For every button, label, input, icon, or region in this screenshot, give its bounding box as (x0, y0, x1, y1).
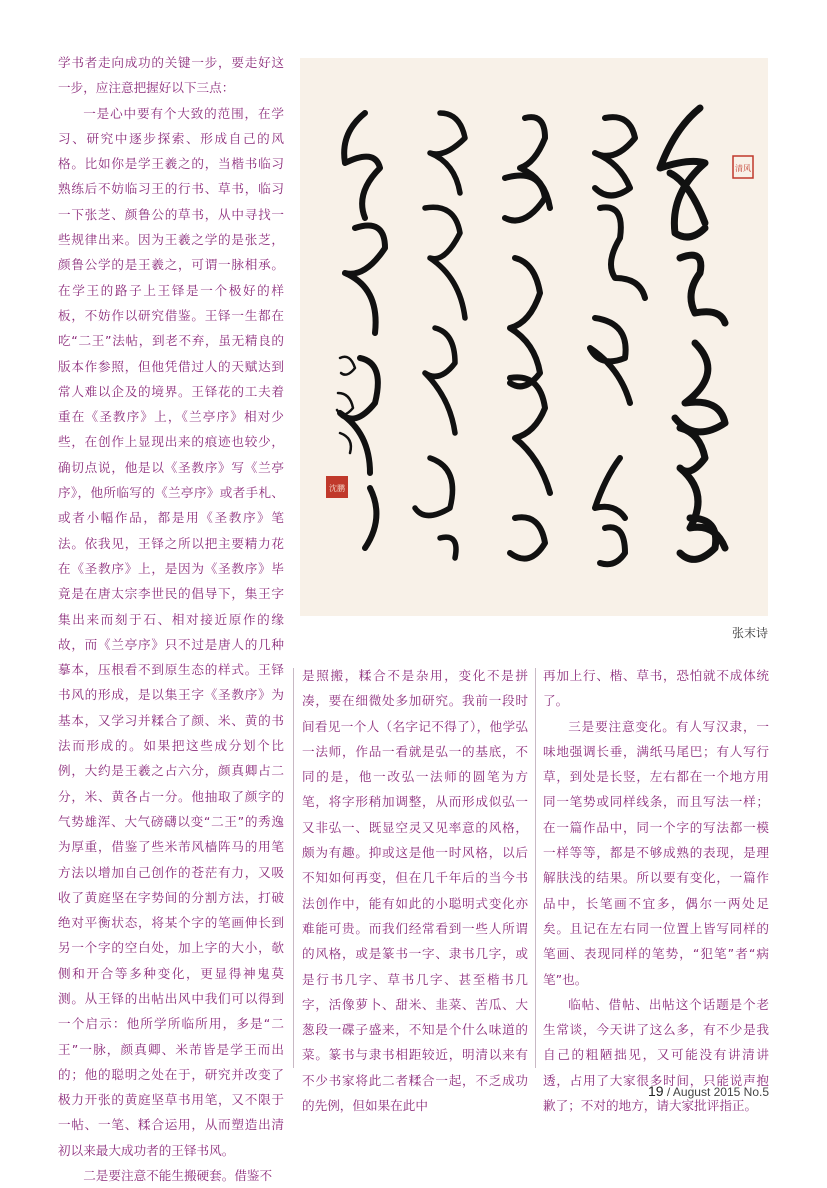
left-text-column (58, 50, 284, 1188)
calligraphy-artwork (300, 58, 768, 616)
paragraph: 一是心中要有个大致的范围，在学习、研究中逐步探索、形成自己的风格。比如你是学王羲之的，当楷书临习熟练后不妨临习王的行书、草书，临习一下张芝、颜鲁公的草书，从中寻找一些规律出来。因为王羲之学的是张芝，颜鲁公学的是王羲之，可谓一脉相承。在学王的路子上王铎是一个极好的样板，不妨作以研究借鉴。王铎一生都在吃“二王”法帖，到老不弃，虽无精良的版本作参照，但他凭借过人的天赋达到常人难以企及的境界。王铎花的工夫着重在《圣教序》上，《兰亭序》相对少些，在创作上显现出来的痕迹也较少，确切点说，他是以《圣教序》写《兰亭序》，他所临写的《兰亭序》或者手札、或者小幅作品，都是用《圣教序》笔法。依我见，王铎之所以把主要精力花在《圣教序》上，是因为《圣教序》毕竟是在唐太宗李世民的倡导下，集王字集出来而刻于石、相对接近原作的缘故，而《兰亭序》只不过是唐人的几种摹本，压根看不到原生态的样式。王铎书风的形成，是以集王字《圣教序》为基本，又学习并糅合了颜、米、黄的书法而形成的。如果把这些成分划个比例，大约是王羲之占六分，颜真卿占二分，米、黄各占一分。他抽取了颜字的气势雄浑、大气磅礴以变“二王”的秀逸为厚重，借鉴了些米芾风樯阵马的用笔方法以增加自己创作的苍茫有力，又吸收了黄庭坚在字势间的分割方法，打破绝对平衡状态，将某个字的笔画伸长到另一个字的空白处，加上字的大小，欹侧和开合等多种变化，更显得神鬼莫测。从王铎的出帖出风中我们可以得到一个启示：他所学所临所用，多是“二王”一脉，颜真卿、米芾皆是学王而出的；他的聪明之处在于，研究并改变了极力开张的黄庭坚草书用笔，又不限于一帖、一笔、糅合运用，从而塑造出清初以来最大成功者的王铎书风。 (58, 105, 284, 1158)
right-text-column (543, 663, 769, 1118)
issue-label: / August 2015 No.5 (666, 1085, 769, 1099)
paragraph: 二是要注意不能生搬硬套。借鉴不 (83, 1168, 273, 1184)
paragraph: 学书者走向成功的关键一步，要走好这一步，应注意把握好以下三点： (58, 55, 284, 96)
middle-text-column (302, 663, 528, 1118)
svg-text:沈鹏: 沈鹏 (329, 484, 345, 493)
page-footer (648, 1083, 769, 1099)
artwork-caption: 张末诗 (731, 626, 768, 640)
paragraph: 是照搬，糅合不是杂用，变化不是拼凑，要在细微处多加研究。我前一段时间看见一个人（名字记不得了），他学弘一法师，作品一看就是弘一的基底，不同的是，他一改弘一法师的圆笔为方笔，将字形稍加调整，从而形成似弘一又非弘一、既显空灵又见率意的风格，颇为有趣。抑或这是他一时风格，以后不知如何再变，但在几千年后的当今书法创作中，能有如此的小聪明式变化亦难能可贵。而我们经常看到一些人所谓的风格，或是篆书一字、隶书几字，或是行书几字、草书几字、甚至楷书几字，活像萝卜、甜米、韭菜、苦瓜、大葱段一碟子盛来，不知是个什么味道的菜。篆书与隶书相距较近，明清以来有不少书家将此二者糅合一起，不乏成功的先例，但如果在此中 (302, 668, 528, 1114)
calligraphy-drawing (300, 58, 768, 616)
page-number: 19 (648, 1083, 664, 1099)
paragraph: 临帖、借帖、出帖这个话题是个老生常谈，今天讲了这么多，有不少是我自己的粗陋拙见，又可能没有讲清讲透，占用了大家很多时间，只能说声抱歉了；不对的地方，请大家批评指正。 (543, 996, 769, 1114)
column-divider (293, 668, 294, 1068)
column-divider (535, 668, 536, 1068)
seal-bottom (326, 476, 348, 498)
svg-text:清风: 清风 (735, 164, 751, 173)
paragraph: 再加上行、楷、草书，恐怕就不成体统了。 (543, 668, 769, 709)
seal-top (733, 156, 753, 178)
paragraph: 三是要注意变化。有人写汉隶，一味地强调长垂，满纸马尾巴；有人写行草，到处是长竖，左右都在一个地方用同一笔势或同样线条，而且写法一样；在一篇作品中，同一个字的写法都一模一样等等，都是不够成熟的表现，是理解肤浅的结果。所以要有变化，一篇作品中，长笔画不宜多，偶尔一两处足矣。且记在左右同一位置上皆写同样的笔画、表现同样的笔势，“犯笔”者“病笔”也。 (543, 718, 769, 987)
